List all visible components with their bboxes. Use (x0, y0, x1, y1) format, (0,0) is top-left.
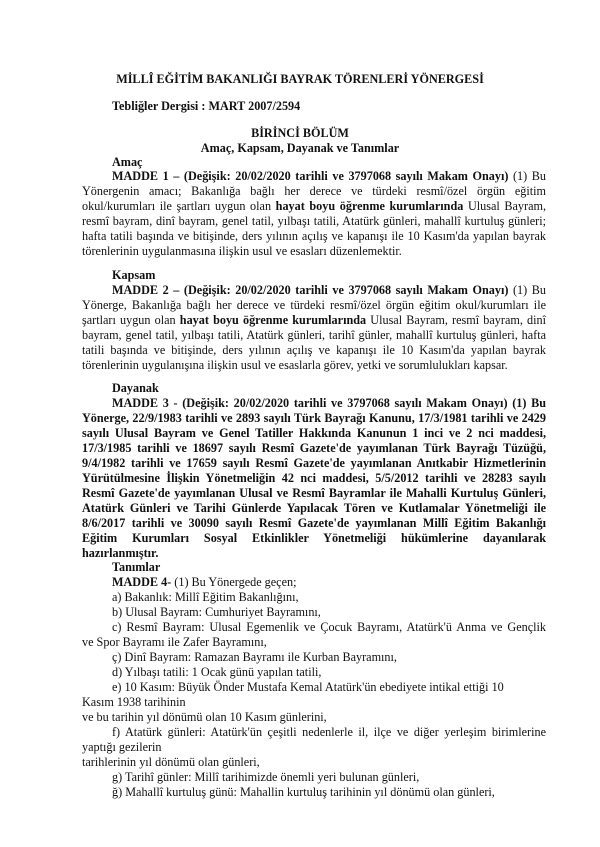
definition-f-line-1: f) Atatürk günleri: Atatürk'ün çeşitli nedenlerle il, ilçe ve diğer yerleşim birimlerine (112, 725, 546, 739)
article-3-line-8: Atatürk Günleri ve Tarihi Günlerde Yapılacak Tören ve Kutlamalar Yönetmeliği ile (82, 501, 546, 515)
definition-e-line-1: e) 10 Kasım: Büyük Önder Mustafa Kemal Atatürk'ün ebediyete intikal ettiği 10 (112, 680, 504, 694)
part-subheading: Amaç, Kapsam, Dayanak ve Tanımlar (200, 141, 400, 155)
definition-c-line-2: ve Spor Bayramı ile Zafer Bayramını, (82, 635, 267, 649)
article-1-line-4: resmî bayram, dinî bayram, genel tatil, yılbaşı tatili, Atatürk günleri, mahallî kurtuluş günleri; (82, 214, 546, 228)
article-3-line-6: Yürütülmesine İlişkin Yönetmeliğin 42 nci maddesi, 5/5/2012 tarihli ve 28283 sayılı (82, 471, 546, 485)
section-heading-tanimlar: Tanımlar (112, 560, 161, 574)
article-3-line-11: hazırlanmıştır. (82, 546, 159, 560)
article-3-line-3: sayılı Ulusal Bayram ve Genel Tatiller Hakkında Kanunun 1 inci ve 2 nci maddesi, (82, 426, 546, 440)
article-2-line-2: Yönerge, Bakanlığa bağlı her derece ve türdeki resmî/özel örgün eğitim okul/kurumları ile (82, 298, 546, 312)
journal-reference: Tebliğler Dergisi : MART 2007/2594 (112, 99, 301, 113)
article-4-title: MADDE 4- (112, 575, 172, 589)
text-run: Ulusal Bayram, (467, 199, 547, 213)
article-2-line-4: bayram, genel tatil, yılbaşı tatili, Atatürk günleri, tarihî günler, mahallî kurtuluş günleri, hafta (82, 328, 546, 342)
article-1-line-1 (112, 169, 546, 184)
definition-gg: ğ) Mahallî kurtuluş günü: Mahallin kurtuluş tarihinin yıl dönümü olan günleri, (112, 785, 495, 799)
article-3-line-2: Yönerge, 22/9/1983 tarihli ve 2893 sayılı Türk Bayrağı Kanunu, 17/3/1981 tarihli ve 2429 (82, 411, 546, 425)
text-run: Ulusal Bayram, resmî bayram, dinî (370, 313, 547, 327)
article-3-line-1: MADDE 3 - (Değişik: 20/02/2020 tarihli ve 3797068 sayılı Makam Onayı) (1) Bu (112, 396, 546, 410)
article-3-line-10: Eğitim Kurumları Sosyal Etkinlikler Yönetmeliği hükümlerine dayanılarak (82, 531, 546, 545)
article-4-intro-text: (1) Bu Yönergede geçen; (171, 575, 297, 589)
definition-g: g) Tarihî günler: Millî tarihimizde önemli yeri bulunan günleri, (112, 770, 420, 784)
article-1-title: MADDE 1 – (Değişik: 20/02/2020 tarihli ve 3797068 sayılı Makam Onayı) (112, 169, 509, 183)
article-2-line-5: tatili başında ve bitişinde, ders yılının açılış ve kapanışı ile 10 Kasım'da yapılan bayrak (82, 343, 546, 357)
article-3-line-7: Resmî Gazete'de yayımlanan Ulusal ve Resmî Bayramlar ile Mahalli Kurtuluş Günleri, (82, 486, 546, 500)
definition-a: a) Bakanlık: Millî Eğitim Bakanlığını, (112, 590, 299, 604)
document-title: MİLLÎ EĞİTİM BAKANLIĞI BAYRAK TÖRENLERİ YÖNERGESİ (116, 72, 484, 86)
article-2-paragraph-number: (1) Bu (513, 283, 547, 297)
article-3-line-4: 17/3/1985 tarihli ve 18697 sayılı Resmî Gazete'de yayımlanan Türk Bayrağı Tüzüğü, (82, 441, 546, 455)
article-1-paragraph-number: (1) Bu (513, 169, 547, 183)
article-3-line-5: 9/4/1982 tarihli ve 17659 sayılı Resmî Gazete'de yayımlanan Anıtkabir Hizmetlerinin (82, 456, 546, 470)
section-heading-dayanak: Dayanak (112, 381, 159, 395)
emphasis-text: hayat boyu öğrenme kurumlarında (179, 313, 367, 327)
article-1-line-3 (82, 199, 546, 214)
definition-f-line-3: tarihlerinin yıl dönümü olan günleri, (82, 755, 260, 769)
definition-e-line-3: ve bu tarihin yıl dönümü olan 10 Kasım günlerini, (82, 710, 327, 724)
section-heading-kapsam: Kapsam (112, 268, 156, 282)
part-heading: BİRİNCİ BÖLÜM (251, 126, 349, 140)
definition-cc: ç) Dinî Bayram: Ramazan Bayramı ile Kurban Bayramını, (112, 650, 397, 664)
article-2-line-3 (82, 313, 546, 328)
article-2-line-1 (112, 283, 546, 298)
section-heading-amac: Amaç (112, 155, 143, 169)
article-1-line-6: törenlerinin uygulanmasına ilişkin usul ve esasları düzenlemektir. (82, 244, 402, 258)
definition-b: b) Ulusal Bayram: Cumhuriyet Bayramını, (112, 605, 321, 619)
article-1-line-2: Yönergenin amacı; Bakanlığa bağlı her derece ve türdeki resmî/özel örgün eğitim (82, 184, 546, 198)
text-run: okul/kurumları ile şartları uygun olan (82, 199, 272, 213)
definition-e-line-2: Kasım 1938 tarihinin (82, 695, 186, 709)
article-2-title: MADDE 2 – (Değişik: 20/02/2020 tarihli ve 3797068 sayılı Makam Onayı) (112, 283, 509, 297)
definition-c-line-1: c) Resmî Bayram: Ulusal Egemenlik ve Çocuk Bayramı, Atatürk'ü Anma ve Gençlik (112, 620, 546, 634)
article-4-intro (112, 575, 296, 590)
article-3-line-9: 8/6/2017 tarihli ve 30090 sayılı Resmî Gazete'de yayımlanan Millî Eğitim Bakanlığı (82, 516, 546, 530)
definition-d: d) Yılbaşı tatili: 1 Ocak günü yapılan tatili, (112, 665, 322, 679)
article-1-line-5: hafta tatili başında ve bitişinde, ders yılının açılış ve kapanışı ile 10 Kasım'da yapılan bayrak (82, 229, 546, 243)
emphasis-text: hayat boyu öğrenme kurumlarında (275, 199, 464, 213)
definition-f-line-2: yaptığı gezilerin (82, 740, 162, 754)
text-run: şartları uygun olan (82, 313, 176, 327)
article-2-line-6: törenlerinin uygulanışına ilişkin usul ve esaslarla görev, yetki ve sorumlulukları kapsar. (82, 358, 508, 372)
